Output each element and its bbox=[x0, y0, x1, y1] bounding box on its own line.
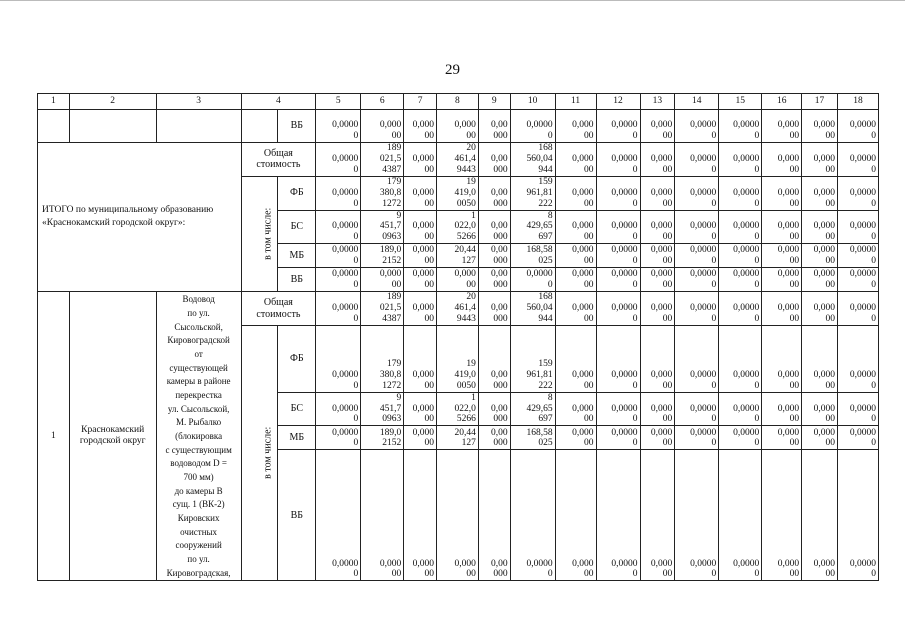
value-cell: 0,000 00 bbox=[404, 176, 437, 210]
value-cell: 0,000 00 bbox=[640, 326, 675, 393]
value-cell: 179 380,8 1272 bbox=[361, 176, 404, 210]
value-cell: 0,000 00 bbox=[555, 176, 596, 210]
value-cell: 0,00 000 bbox=[478, 426, 510, 450]
value-cell: 189 021,5 4387 bbox=[361, 143, 404, 177]
incl-label-text: в том числе: bbox=[261, 426, 273, 480]
value-cell: 0,00 000 bbox=[478, 326, 510, 393]
value-cell: 0,0000 0 bbox=[316, 143, 361, 177]
value-cell: 0,0000 0 bbox=[837, 143, 878, 177]
column-header: 3 bbox=[156, 94, 241, 110]
source-label: ВБ bbox=[278, 450, 316, 581]
value-cell: 0,0000 0 bbox=[316, 110, 361, 143]
value-cell: 0,0000 0 bbox=[316, 176, 361, 210]
value-cell: 0,000 00 bbox=[404, 110, 437, 143]
value-cell: 0,00 000 bbox=[478, 176, 510, 210]
incl-label bbox=[241, 176, 278, 292]
value-cell: 0,000 00 bbox=[802, 392, 838, 426]
item-block bbox=[38, 292, 879, 581]
value-cell: 9 451,7 0963 bbox=[361, 392, 404, 426]
value-cell: 0,000 00 bbox=[555, 143, 596, 177]
column-header: 7 bbox=[404, 94, 437, 110]
value-cell: 0,000 00 bbox=[555, 210, 596, 244]
value-cell: 0,000 00 bbox=[762, 268, 802, 292]
page-number: 29 bbox=[445, 62, 460, 78]
empty-cell bbox=[241, 110, 278, 143]
value-cell: 0,0000 0 bbox=[719, 244, 762, 268]
value-cell: 0,0000 0 bbox=[837, 244, 878, 268]
value-cell: 19 419,0 0050 bbox=[436, 176, 478, 210]
value-cell: 0,000 00 bbox=[640, 210, 675, 244]
table-row bbox=[38, 110, 879, 143]
column-header: 10 bbox=[510, 94, 555, 110]
value-cell: 0,0000 0 bbox=[596, 143, 640, 177]
value-cell: 168,58 025 bbox=[510, 426, 555, 450]
value-cell: 0,0000 0 bbox=[719, 326, 762, 393]
source-label: ФБ bbox=[278, 326, 316, 393]
value-cell: 0,000 00 bbox=[404, 392, 437, 426]
total-label: Общая стоимость bbox=[241, 143, 316, 177]
column-header: 8 bbox=[436, 94, 478, 110]
value-cell: 0,0000 0 bbox=[316, 292, 361, 326]
value-cell: 0,0000 0 bbox=[596, 292, 640, 326]
value-cell: 0,000 00 bbox=[802, 426, 838, 450]
value-cell: 0,000 00 bbox=[762, 143, 802, 177]
table-row bbox=[38, 292, 879, 326]
value-cell: 0,0000 0 bbox=[675, 392, 719, 426]
column-header: 14 bbox=[675, 94, 719, 110]
value-cell: 0,0000 0 bbox=[837, 110, 878, 143]
value-cell: 0,000 00 bbox=[555, 268, 596, 292]
value-cell: 19 419,0 0050 bbox=[436, 326, 478, 393]
source-label: МБ bbox=[278, 244, 316, 268]
value-cell: 20 461,4 9443 bbox=[436, 292, 478, 326]
empty-cell bbox=[38, 110, 70, 143]
column-header: 17 bbox=[802, 94, 838, 110]
value-cell: 0,0000 0 bbox=[675, 110, 719, 143]
column-header: 5 bbox=[316, 94, 361, 110]
value-cell: 0,000 00 bbox=[361, 110, 404, 143]
value-cell: 189,0 2152 bbox=[361, 426, 404, 450]
value-cell: 0,00 000 bbox=[478, 268, 510, 292]
table-row bbox=[38, 143, 879, 177]
value-cell: 0,0000 0 bbox=[316, 326, 361, 393]
value-cell: 0,000 00 bbox=[640, 110, 675, 143]
value-cell: 0,0000 0 bbox=[837, 426, 878, 450]
value-cell: 0,0000 0 bbox=[675, 210, 719, 244]
value-cell: 0,000 00 bbox=[640, 392, 675, 426]
value-cell: 0,000 00 bbox=[802, 326, 838, 393]
top-rule bbox=[0, 0, 905, 1]
column-header: 9 bbox=[478, 94, 510, 110]
value-cell: 0,0000 0 bbox=[596, 450, 640, 581]
value-cell: 0,0000 0 bbox=[510, 110, 555, 143]
value-cell: 0,000 00 bbox=[802, 110, 838, 143]
value-cell: 0,000 00 bbox=[404, 268, 437, 292]
value-cell: 0,0000 0 bbox=[837, 392, 878, 426]
itogo-label: ИТОГО по муниципальному образованию «Краснокамский городской округ»: bbox=[38, 143, 242, 292]
value-cell: 0,000 00 bbox=[404, 143, 437, 177]
object-description: Водовод по ул. Сысольской, Кировоградской от существующей камеры в районе перекрестка ул. Сысольской, М. Рыбалко (блокировка с существующим водоводом D = 700 мм) до камеры В сущ. 1 (ВК-2) Кировских очистных сооружений по ул. Кировоградская, bbox=[156, 292, 241, 581]
value-cell: 0,0000 0 bbox=[719, 176, 762, 210]
total-label: Общая стоимость bbox=[241, 292, 316, 326]
value-cell: 0,000 00 bbox=[555, 426, 596, 450]
value-cell: 0,000 00 bbox=[404, 426, 437, 450]
value-cell: 0,0000 0 bbox=[719, 268, 762, 292]
value-cell: 0,0000 0 bbox=[675, 326, 719, 393]
value-cell: 0,000 00 bbox=[762, 326, 802, 393]
value-cell: 0,0000 0 bbox=[510, 268, 555, 292]
value-cell: 0,000 00 bbox=[436, 110, 478, 143]
value-cell: 0,000 00 bbox=[640, 143, 675, 177]
value-cell: 0,0000 0 bbox=[675, 244, 719, 268]
value-cell: 0,000 00 bbox=[640, 292, 675, 326]
value-cell: 179 380,8 1272 bbox=[361, 326, 404, 393]
value-cell: 0,000 00 bbox=[361, 450, 404, 581]
value-cell: 20,44 127 bbox=[436, 426, 478, 450]
value-cell: 0,0000 0 bbox=[719, 450, 762, 581]
value-cell: 0,0000 0 bbox=[719, 110, 762, 143]
source-label: БС bbox=[278, 392, 316, 426]
value-cell: 189,0 2152 bbox=[361, 244, 404, 268]
value-cell: 0,0000 0 bbox=[837, 292, 878, 326]
value-cell: 0,0000 0 bbox=[316, 392, 361, 426]
column-header: 15 bbox=[719, 94, 762, 110]
incl-label bbox=[241, 326, 278, 581]
value-cell: 0,00 000 bbox=[478, 110, 510, 143]
value-cell: 0,000 00 bbox=[404, 210, 437, 244]
financing-table bbox=[37, 93, 879, 581]
value-cell: 0,0000 0 bbox=[316, 210, 361, 244]
value-cell: 0,0000 0 bbox=[596, 326, 640, 393]
value-cell: 0,000 00 bbox=[640, 244, 675, 268]
value-cell: 0,000 00 bbox=[404, 326, 437, 393]
value-cell: 0,0000 0 bbox=[675, 292, 719, 326]
value-cell: 0,00 000 bbox=[478, 210, 510, 244]
value-cell: 0,000 00 bbox=[802, 244, 838, 268]
value-cell: 0,0000 0 bbox=[837, 326, 878, 393]
value-cell: 0,000 00 bbox=[802, 210, 838, 244]
value-cell: 0,000 00 bbox=[762, 292, 802, 326]
value-cell: 0,000 00 bbox=[640, 426, 675, 450]
item-number: 1 bbox=[38, 292, 70, 581]
value-cell: 0,000 00 bbox=[762, 210, 802, 244]
value-cell: 0,0000 0 bbox=[675, 176, 719, 210]
value-cell: 9 451,7 0963 bbox=[361, 210, 404, 244]
value-cell: 0,0000 0 bbox=[596, 176, 640, 210]
value-cell: 0,0000 0 bbox=[316, 450, 361, 581]
value-cell: 0,0000 0 bbox=[596, 268, 640, 292]
value-cell: 0,000 00 bbox=[762, 176, 802, 210]
incl-label-text: в том числе: bbox=[261, 207, 273, 260]
value-cell: 0,000 00 bbox=[802, 176, 838, 210]
value-cell: 0,00 000 bbox=[478, 292, 510, 326]
value-cell: 0,0000 0 bbox=[316, 244, 361, 268]
value-cell: 0,000 00 bbox=[555, 244, 596, 268]
value-cell: 0,0000 0 bbox=[596, 244, 640, 268]
value-cell: 0,000 00 bbox=[762, 244, 802, 268]
column-header: 2 bbox=[69, 94, 156, 110]
value-cell: 0,000 00 bbox=[555, 292, 596, 326]
value-cell: 0,0000 0 bbox=[837, 176, 878, 210]
value-cell: 0,000 00 bbox=[762, 450, 802, 581]
column-header: 13 bbox=[640, 94, 675, 110]
value-cell: 0,000 00 bbox=[802, 143, 838, 177]
value-cell: 8 429,65 697 bbox=[510, 210, 555, 244]
value-cell: 20 461,4 9443 bbox=[436, 143, 478, 177]
value-cell: 0,0000 0 bbox=[675, 143, 719, 177]
value-cell: 0,0000 0 bbox=[510, 450, 555, 581]
value-cell: 0,0000 0 bbox=[837, 210, 878, 244]
value-cell: 0,000 00 bbox=[436, 268, 478, 292]
value-cell: 0,000 00 bbox=[555, 392, 596, 426]
empty-cell bbox=[156, 110, 241, 143]
column-header: 4 bbox=[241, 94, 316, 110]
source-label: БС bbox=[278, 210, 316, 244]
empty-cell bbox=[69, 110, 156, 143]
value-cell: 0,000 00 bbox=[404, 292, 437, 326]
value-cell: 0,0000 0 bbox=[316, 426, 361, 450]
value-cell: 159 961,81 222 bbox=[510, 176, 555, 210]
value-cell: 0,000 00 bbox=[404, 244, 437, 268]
value-cell: 0,0000 0 bbox=[596, 210, 640, 244]
value-cell: 0,0000 0 bbox=[719, 143, 762, 177]
value-cell: 0,000 00 bbox=[361, 268, 404, 292]
column-header: 1 bbox=[38, 94, 70, 110]
value-cell: 0,0000 0 bbox=[596, 392, 640, 426]
value-cell: 0,0000 0 bbox=[596, 110, 640, 143]
itogo-block bbox=[38, 143, 879, 292]
value-cell: 0,0000 0 bbox=[316, 268, 361, 292]
value-cell: 1 022,0 5266 bbox=[436, 392, 478, 426]
value-cell: 0,00 000 bbox=[478, 450, 510, 581]
value-cell: 0,0000 0 bbox=[675, 268, 719, 292]
value-cell: 8 429,65 697 bbox=[510, 392, 555, 426]
value-cell: 168 560,04 944 bbox=[510, 292, 555, 326]
value-cell: 159 961,81 222 bbox=[510, 326, 555, 393]
value-cell: 0,0000 0 bbox=[675, 450, 719, 581]
value-cell: 0,000 00 bbox=[555, 326, 596, 393]
value-cell: 0,000 00 bbox=[404, 450, 437, 581]
value-cell: 0,0000 0 bbox=[837, 268, 878, 292]
value-cell: 0,0000 0 bbox=[719, 292, 762, 326]
value-cell: 0,000 00 bbox=[762, 110, 802, 143]
value-cell: 189 021,5 4387 bbox=[361, 292, 404, 326]
value-cell: 20,44 127 bbox=[436, 244, 478, 268]
source-label: ВБ bbox=[278, 268, 316, 292]
value-cell: 168,58 025 bbox=[510, 244, 555, 268]
value-cell: 0,000 00 bbox=[640, 450, 675, 581]
value-cell: 1 022,0 5266 bbox=[436, 210, 478, 244]
source-label: МБ bbox=[278, 426, 316, 450]
value-cell: 0,000 00 bbox=[802, 450, 838, 581]
value-cell: 0,000 00 bbox=[640, 176, 675, 210]
value-cell: 0,0000 0 bbox=[719, 426, 762, 450]
column-header: 6 bbox=[361, 94, 404, 110]
value-cell: 0,000 00 bbox=[802, 268, 838, 292]
column-header: 18 bbox=[837, 94, 878, 110]
value-cell: 168 560,04 944 bbox=[510, 143, 555, 177]
value-cell: 0,0000 0 bbox=[596, 426, 640, 450]
column-header: 12 bbox=[596, 94, 640, 110]
value-cell: 0,000 00 bbox=[762, 392, 802, 426]
column-header: 11 bbox=[555, 94, 596, 110]
value-cell: 0,000 00 bbox=[640, 268, 675, 292]
value-cell: 0,0000 0 bbox=[719, 210, 762, 244]
value-cell: 0,0000 0 bbox=[719, 392, 762, 426]
value-cell: 0,0000 0 bbox=[675, 426, 719, 450]
column-header: 16 bbox=[762, 94, 802, 110]
value-cell: 0,00 000 bbox=[478, 392, 510, 426]
source-label: ВБ bbox=[278, 110, 316, 143]
value-cell: 0,00 000 bbox=[478, 143, 510, 177]
value-cell: 0,00 000 bbox=[478, 244, 510, 268]
district-name: Краснокамский городской округ bbox=[69, 292, 156, 581]
value-cell: 0,000 00 bbox=[802, 292, 838, 326]
value-cell: 0,000 00 bbox=[555, 450, 596, 581]
value-cell: 0,000 00 bbox=[436, 450, 478, 581]
value-cell: 0,000 00 bbox=[762, 426, 802, 450]
source-label: ФБ bbox=[278, 176, 316, 210]
value-cell: 0,000 00 bbox=[555, 110, 596, 143]
value-cell: 0,0000 0 bbox=[837, 450, 878, 581]
column-header-row bbox=[38, 94, 879, 110]
